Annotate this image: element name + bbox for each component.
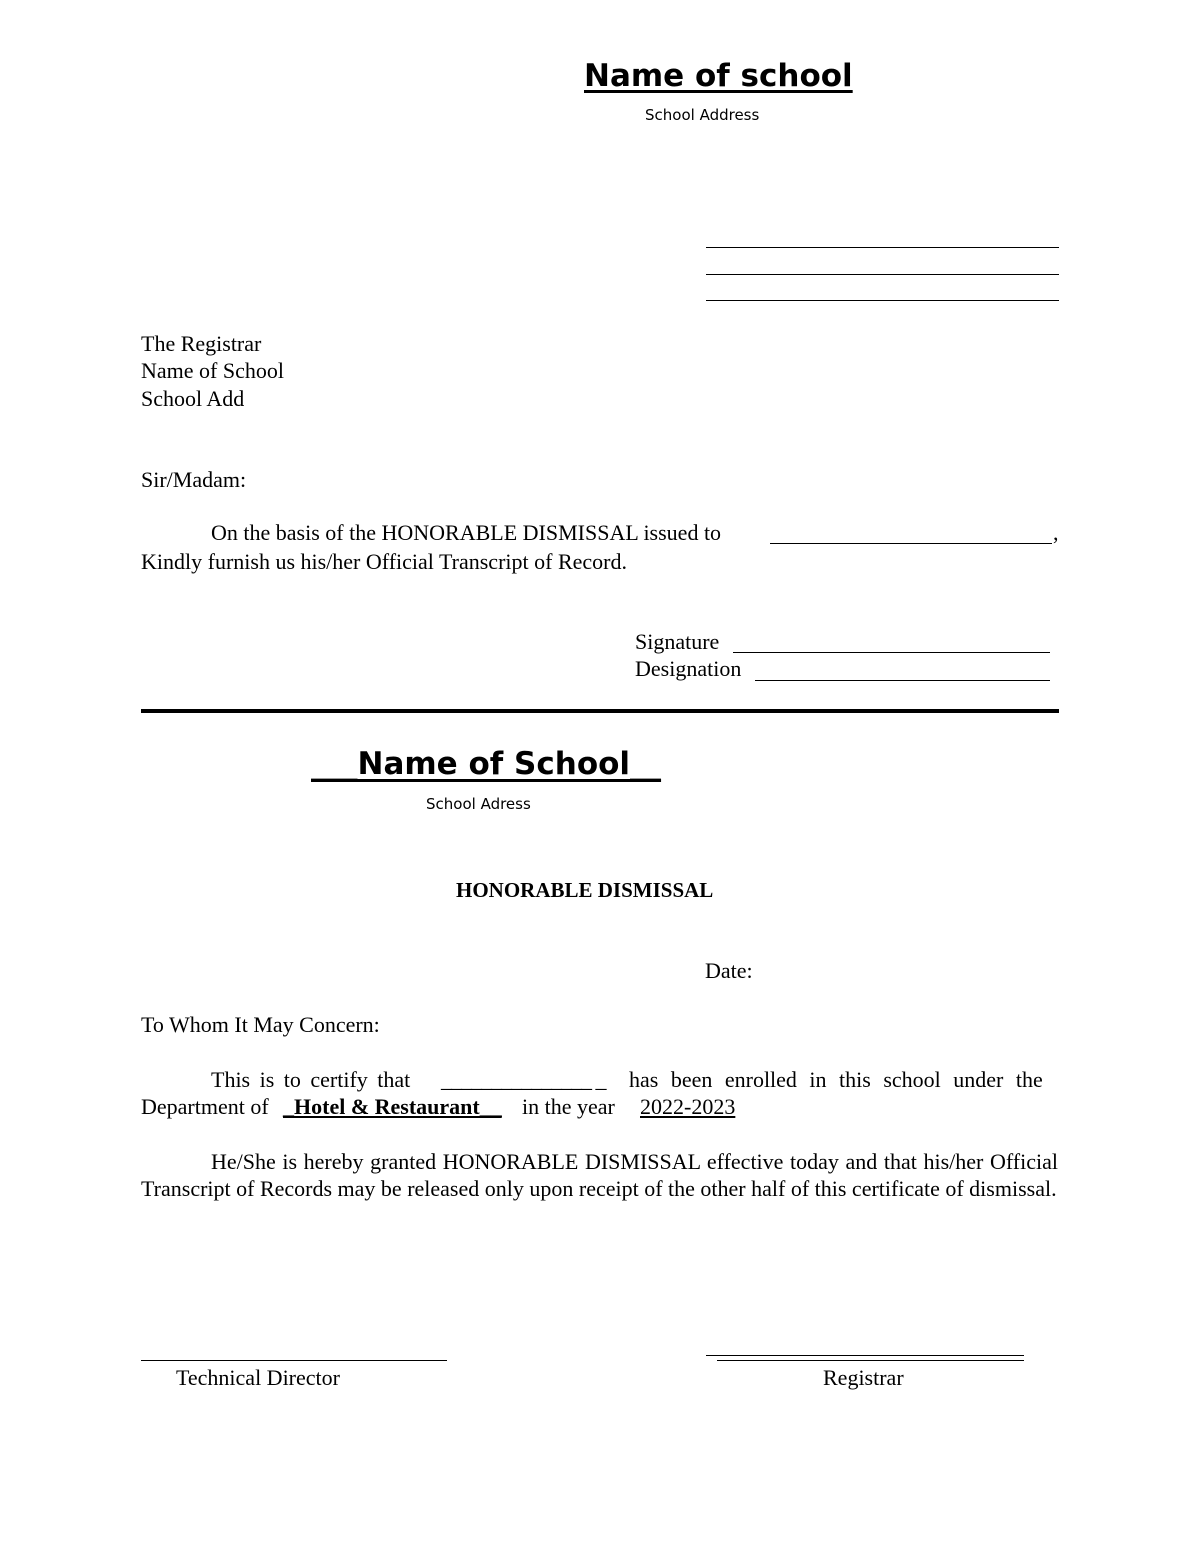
signature-line-right-lower: [717, 1360, 1024, 1361]
recipient-line-1: The Registrar: [141, 331, 262, 356]
to-whom-salutation: To Whom It May Concern:: [141, 1012, 380, 1037]
department-value: _Hotel & Restaurant__: [283, 1094, 502, 1119]
request-line-2: Kindly furnish us his/her Official Transcript of Record.: [141, 549, 627, 574]
year-prefix: in the year: [522, 1094, 615, 1119]
signature-line-left: [141, 1360, 447, 1361]
school-address: School Address: [645, 106, 760, 124]
section-divider: [141, 709, 1059, 713]
request-text: [211, 520, 721, 546]
grant-text: He/She is hereby granted HONORABLE DISMISSAL effective today and that his/her Official Transcript of Records may be released only upon receipt of the other half of this certificate of dismissal.: [141, 1149, 1058, 1201]
signatory-technical-director: Technical Director: [176, 1365, 340, 1390]
certify-prefix: This is to certify that: [211, 1067, 411, 1092]
certify-blank: _______________ _: [441, 1067, 606, 1092]
designation-blank: [755, 680, 1050, 681]
blank-line: [706, 274, 1059, 275]
department-prefix: Department of: [141, 1094, 269, 1119]
school-name-title: Name of school: [584, 58, 853, 94]
salutation: Sir/Madam:: [141, 467, 247, 492]
certify-suffix: has been enrolled in this school under the: [629, 1067, 1043, 1092]
student-name-blank: [770, 543, 1052, 544]
school-address: School Adress: [426, 795, 531, 813]
date-label: Date:: [705, 958, 753, 983]
school-name-heading: ___Name of School__: [311, 746, 662, 782]
recipient-line-3: School Add: [141, 386, 245, 411]
signatory-registrar: Registrar: [823, 1365, 904, 1390]
grant-paragraph: [141, 1148, 1058, 1202]
document-heading: HONORABLE DISMISSAL: [456, 878, 714, 902]
signature-blank: [733, 652, 1050, 653]
blank-line: [706, 247, 1059, 248]
year-value: 2022-2023: [640, 1094, 736, 1119]
signature-label: Signature: [635, 629, 720, 654]
blank-line: [706, 300, 1059, 301]
recipient-line-2: Name of School: [141, 358, 284, 383]
request-text-body: On the basis of the HONORABLE DISMISSAL issued to: [211, 520, 722, 545]
designation-label: Designation: [635, 656, 742, 681]
signature-line-right: [706, 1355, 1024, 1356]
request-comma: ,: [1053, 520, 1059, 545]
